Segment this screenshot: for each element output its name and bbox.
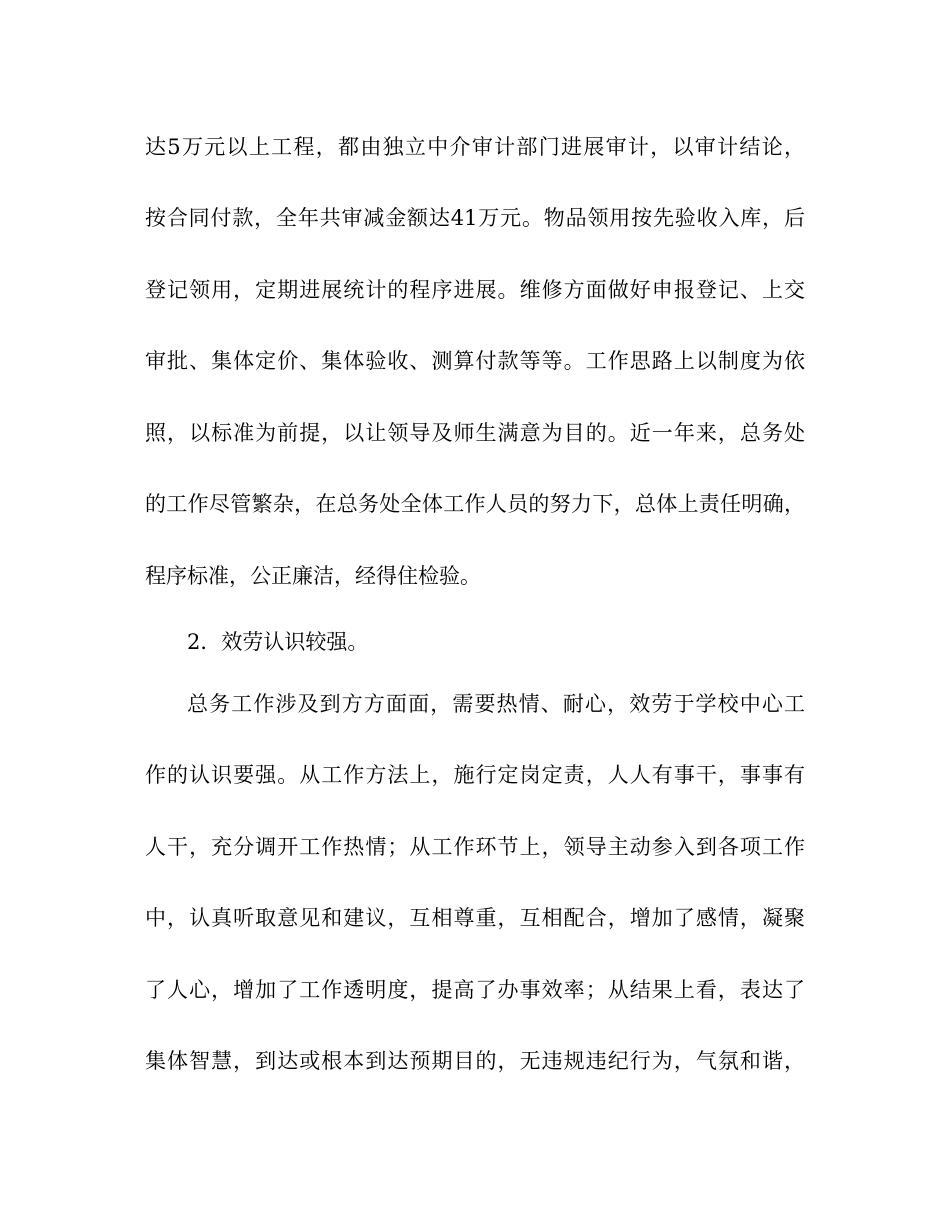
section-heading: 2．效劳认识较强。 [187,630,369,654]
body-text-line: 审批、集体定价、集体验收、测算付款等等。工作思路上以制度为依 [145,349,805,373]
body-text-line: 总务工作涉及到方方面面，需要热情、耐心，效劳于学校中心工 [187,692,805,716]
body-text-line: 人干，充分调开工作热情；从工作环节上，领导主动参入到各项工作 [145,835,805,859]
body-text-line: 作的认识要强。从工作方法上，施行定岗定责，人人有事干，事事有 [145,763,805,787]
body-text-line: 达5万元以上工程，都由独立中介审计部门进展审计，以审计结论， [145,135,805,159]
body-text-line: 集体智慧，到达或根本到达预期目的，无违规违纪行为，气氛和谐， [145,1049,805,1073]
body-text-line: 照，以标准为前提，以让领导及师生满意为目的。近一年来，总务处 [145,421,805,445]
body-text-line: 中，认真听取意见和建议，互相尊重，互相配合，增加了感情，凝聚 [145,906,805,930]
body-text-line: 的工作尽管繁杂，在总务处全体工作人员的努力下，总体上责任明确， [145,492,805,516]
body-text-line: 登记领用，定期进展统计的程序进展。维修方面做好申报登记、上交 [145,278,805,302]
body-text-line: 程序标准，公正廉洁，经得住检验。 [145,564,481,588]
body-text-line: 按合同付款，全年共审减金额达41万元。物品领用按先验收入库，后 [145,206,805,230]
body-text-line: 了人心，增加了工作透明度，提高了办事效率；从结果上看，表达了 [145,978,805,1002]
